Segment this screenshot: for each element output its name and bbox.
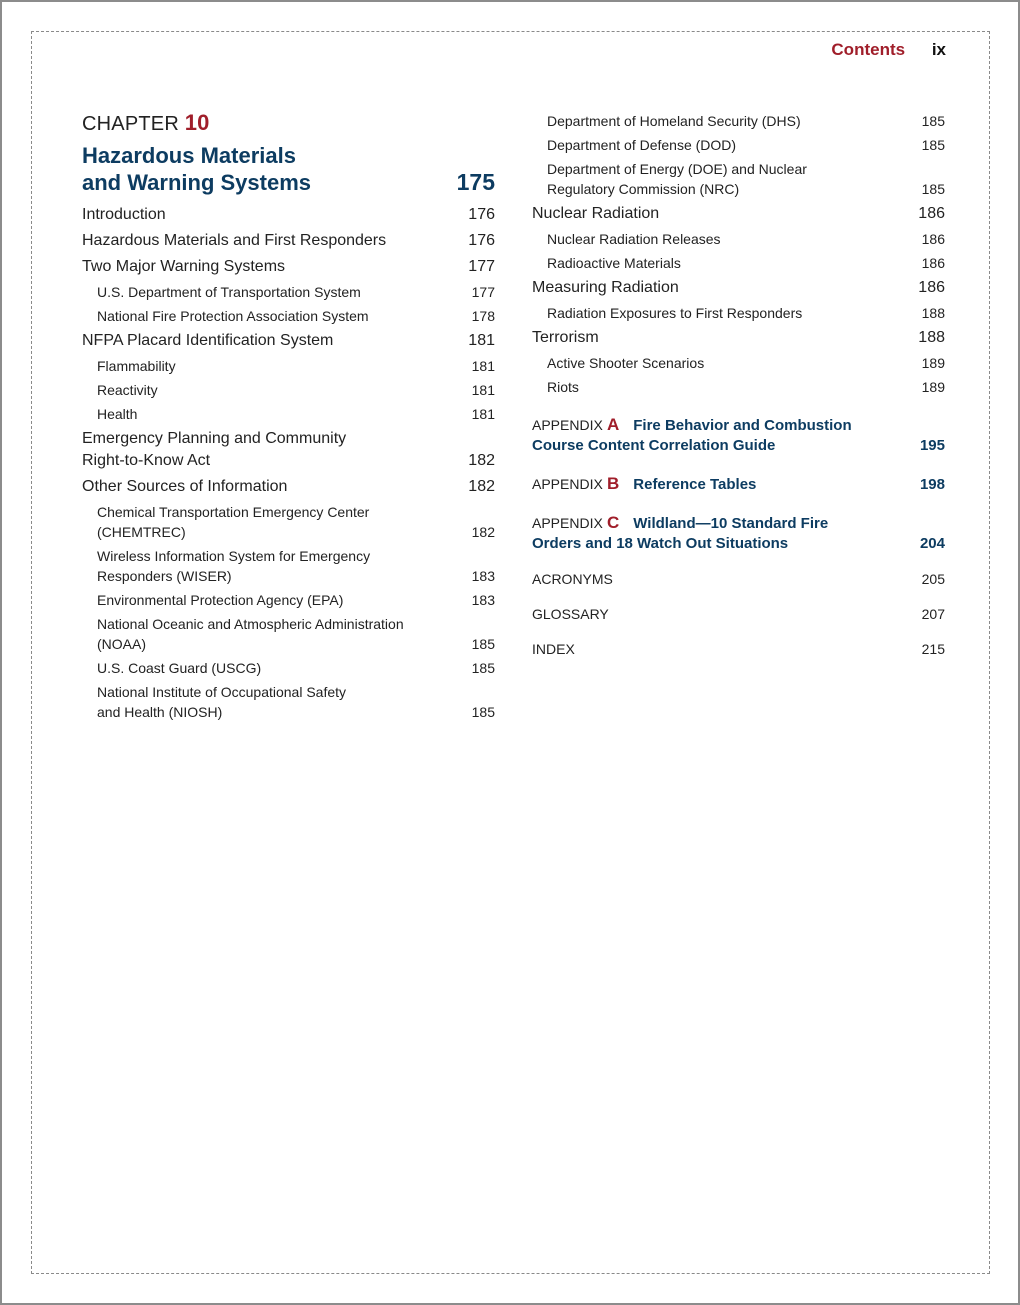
toc-entry (82, 546, 495, 586)
chapter-word: CHAPTER (82, 113, 179, 135)
appendix-title: Fire Behavior and Combustion (633, 417, 852, 434)
backmatter-page: 215 (921, 641, 945, 657)
backmatter-list (532, 569, 945, 659)
toc-entry-line: Department of Homeland Security (DHS) (547, 113, 801, 129)
toc-entry-page: 181 (468, 332, 495, 349)
backmatter-label: INDEX (532, 641, 575, 657)
toc-entry-label (547, 159, 922, 199)
toc-entry (82, 282, 495, 302)
toc-entry-line: National Fire Protection Association System (97, 308, 369, 324)
toc-entry-line: (CHEMTREC) (97, 524, 186, 540)
toc-entry-line: Department of Defense (DOD) (547, 137, 737, 153)
toc-entry-page: 186 (918, 279, 945, 296)
toc-entry (82, 404, 495, 424)
appendix-label (532, 474, 920, 495)
toc-entry-label (547, 229, 922, 249)
toc-entry-page: 188 (921, 305, 945, 321)
toc-entry-page: 189 (921, 379, 945, 395)
toc-entry-line: Radioactive Materials (547, 255, 681, 271)
toc-entry (82, 204, 495, 226)
toc-entry-label (532, 203, 918, 225)
appendix-page: 204 (919, 535, 945, 552)
toc-entry-line: U.S. Department of Transportation System (97, 284, 361, 300)
toc-entry-page: 186 (921, 231, 945, 247)
toc-entry-page: 177 (468, 258, 495, 275)
toc-entry-label (82, 256, 468, 278)
toc-left-list (82, 204, 495, 722)
appendix-label (532, 415, 920, 456)
toc-entry-line: National Oceanic and Atmospheric Administration (97, 616, 404, 632)
toc-entry (82, 614, 495, 654)
toc-entry-label (547, 135, 922, 155)
toc-entry-label (82, 476, 468, 498)
toc-entry-line: NFPA Placard Identification System (82, 332, 334, 349)
appendix-page: 198 (919, 476, 945, 493)
toc-entry-line: Health (97, 406, 138, 422)
toc-entry-page: 178 (471, 308, 495, 324)
toc-entry-page: 189 (921, 355, 945, 371)
toc-entry-line: Flammability (97, 358, 176, 374)
backmatter-page: 207 (921, 606, 945, 622)
toc-entry (532, 253, 945, 273)
toc-entry-label (97, 404, 472, 424)
toc-entry-label (82, 230, 468, 252)
toc-entry-line: Responders (WISER) (97, 568, 232, 584)
appendix-word: APPENDIX (532, 476, 603, 492)
toc-entry-label (547, 303, 922, 323)
appendix-line (532, 513, 900, 534)
appendix-list (532, 415, 945, 554)
toc-entry-line: Chemical Transportation Emergency Center (97, 504, 370, 520)
appendix-title-line2: Orders and 18 Watch Out Situations (532, 535, 789, 552)
toc-entry-label (532, 277, 918, 299)
toc-entry-page: 183 (471, 568, 495, 584)
toc-entry-page: 185 (921, 181, 945, 197)
appendix-line (532, 415, 900, 436)
toc-entry-page: 185 (921, 113, 945, 129)
toc-right-column (532, 108, 945, 659)
toc-entry-line: Measuring Radiation (532, 279, 679, 296)
toc-entry (532, 229, 945, 249)
toc-left-column (82, 110, 495, 726)
chapter-label (82, 110, 495, 136)
backmatter-entry (532, 569, 945, 589)
chapter-title-line2: and Warning Systems (82, 170, 312, 195)
toc-entry-page: 183 (471, 592, 495, 608)
toc-entry (82, 230, 495, 252)
appendix-word: APPENDIX (532, 417, 603, 433)
toc-entry-page: 176 (468, 206, 495, 223)
toc-entry-line: Active Shooter Scenarios (547, 355, 705, 371)
backmatter-label: GLOSSARY (532, 606, 609, 622)
toc-entry-label (97, 306, 472, 326)
toc-entry-page: 181 (471, 358, 495, 374)
toc-entry-page: 182 (471, 524, 495, 540)
toc-entry-page: 185 (471, 636, 495, 652)
toc-entry-label (547, 377, 922, 397)
toc-entry-line: and Health (NIOSH) (97, 704, 223, 720)
appendix-page: 195 (919, 437, 945, 454)
appendix-letter: B (606, 474, 620, 493)
toc-entry (82, 590, 495, 610)
appendix-label (532, 513, 920, 554)
appendix-title: Wildland—10 Standard Fire (633, 515, 829, 532)
toc-entry-page: 186 (921, 255, 945, 271)
appendix-letter: A (606, 415, 620, 434)
toc-entry (82, 306, 495, 326)
toc-entry-line: Nuclear Radiation Releases (547, 231, 721, 247)
toc-entry-line: Regulatory Commission (NRC) (547, 181, 740, 197)
backmatter-entry (532, 604, 945, 624)
running-head-section: Contents (831, 40, 906, 59)
appendix-title-line2: Course Content Correlation Guide (532, 437, 776, 454)
toc-entry-label (547, 353, 922, 373)
chapter-page-number: 175 (456, 169, 495, 195)
toc-entry-label (97, 682, 472, 722)
chapter-title-line1: Hazardous Materials (82, 143, 296, 168)
toc-entry (532, 111, 945, 131)
appendix-word: APPENDIX (532, 515, 603, 531)
appendix-line (532, 474, 900, 495)
backmatter-entry (532, 639, 945, 659)
toc-entry-line: Two Major Warning Systems (82, 258, 286, 275)
toc-entry-page: 182 (468, 452, 495, 469)
toc-entry-line: Emergency Planning and Community (82, 430, 347, 447)
toc-entry-line: Right-to-Know Act (82, 452, 211, 469)
toc-entry-label (547, 111, 922, 131)
toc-entry-line: Nuclear Radiation (532, 205, 660, 222)
toc-entry-page: 181 (471, 382, 495, 398)
toc-entry-label (97, 380, 472, 400)
toc-entry-label (97, 614, 472, 654)
toc-entry-line: Riots (547, 379, 579, 395)
toc-entry (532, 135, 945, 155)
toc-entry (82, 476, 495, 498)
toc-entry-label (97, 282, 472, 302)
toc-entry-page: 185 (471, 704, 495, 720)
toc-entry (532, 303, 945, 323)
toc-entry-line: U.S. Coast Guard (USCG) (97, 660, 262, 676)
chapter-number: 10 (184, 110, 210, 135)
appendix-letter: C (606, 513, 620, 532)
toc-entry (82, 380, 495, 400)
toc-entry-page: 185 (471, 660, 495, 676)
appendix-entry (532, 415, 945, 456)
toc-entry (82, 428, 495, 472)
toc-entry-label (82, 204, 468, 226)
appendix-entry (532, 474, 945, 495)
toc-entry-line: Environmental Protection Agency (EPA) (97, 592, 344, 608)
backmatter-label: ACRONYMS (532, 571, 613, 587)
page-folio: ix (931, 40, 946, 59)
toc-entry-page: 176 (468, 232, 495, 249)
toc-entry (532, 327, 945, 349)
toc-entry (532, 203, 945, 225)
appendix-entry (532, 513, 945, 554)
toc-entry (82, 682, 495, 722)
toc-entry-page: 181 (471, 406, 495, 422)
toc-entry (82, 356, 495, 376)
running-head (831, 40, 946, 60)
toc-entry-page: 177 (471, 284, 495, 300)
toc-entry-page: 188 (918, 329, 945, 346)
toc-entry-label (97, 658, 472, 678)
toc-entry-line: Terrorism (532, 329, 599, 346)
toc-entry-line: (NOAA) (97, 636, 146, 652)
toc-entry-label (97, 502, 472, 542)
toc-entry-line: Wireless Information System for Emergency (97, 548, 371, 564)
backmatter-page: 205 (921, 571, 945, 587)
toc-entry-line: National Institute of Occupational Safety (97, 684, 347, 700)
toc-entry (82, 330, 495, 352)
toc-entry-line: Hazardous Materials and First Responders (82, 232, 387, 249)
toc-entry-page: 186 (918, 205, 945, 222)
toc-entry-label (97, 546, 472, 586)
toc-entry-label (82, 428, 468, 472)
toc-entry-line: Reactivity (97, 382, 158, 398)
toc-entry-label (82, 330, 468, 352)
toc-entry (82, 502, 495, 542)
toc-entry (82, 658, 495, 678)
toc-entry-line: Department of Energy (DOE) and Nuclear (547, 161, 807, 177)
toc-entry-label (532, 327, 918, 349)
toc-entry (532, 159, 945, 199)
toc-entry-line: Introduction (82, 206, 166, 223)
toc-entry-line: Radiation Exposures to First Responders (547, 305, 803, 321)
toc-right-list (532, 111, 945, 397)
toc-entry-line: Other Sources of Information (82, 478, 288, 495)
toc-entry-label (547, 253, 922, 273)
chapter-title (82, 142, 311, 196)
toc-entry-label (97, 590, 472, 610)
toc-entry (532, 353, 945, 373)
toc-entry-page: 185 (921, 137, 945, 153)
appendix-title: Reference Tables (633, 476, 757, 493)
toc-entry-page: 182 (468, 478, 495, 495)
toc-entry-label (97, 356, 472, 376)
chapter-heading (82, 142, 495, 196)
toc-entry (82, 256, 495, 278)
toc-entry (532, 277, 945, 299)
toc-entry (532, 377, 945, 397)
